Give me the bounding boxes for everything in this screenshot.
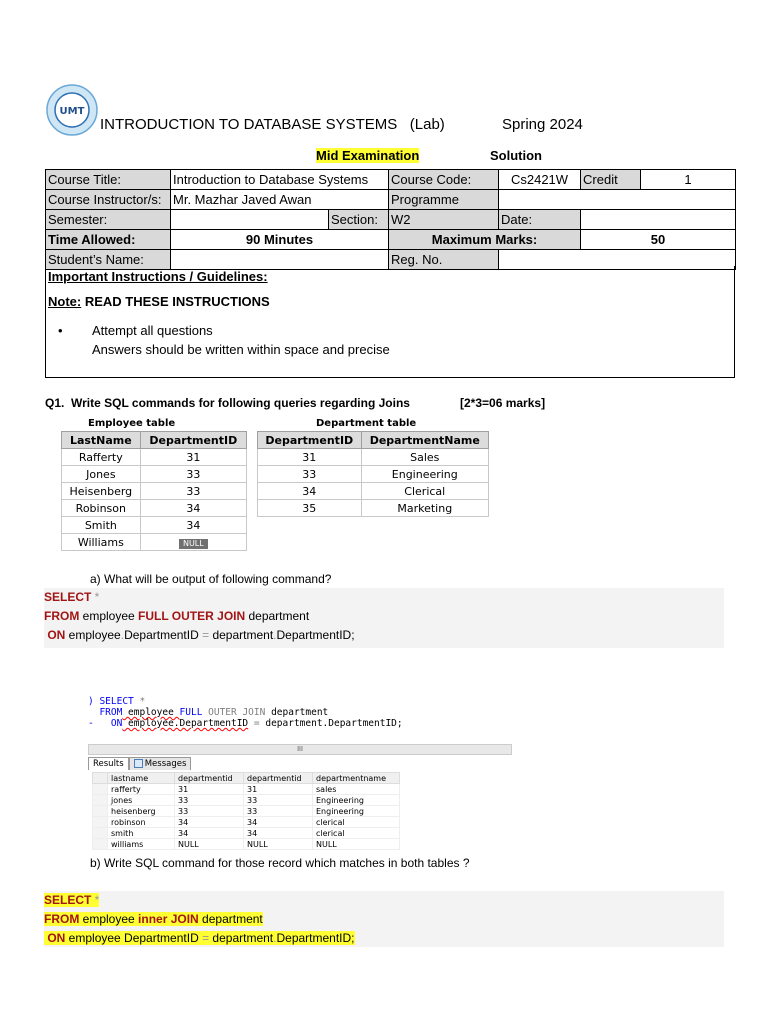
sql-line bbox=[88, 696, 403, 707]
question-1-marks: [2*3=06 marks] bbox=[460, 396, 546, 410]
table-cell: 34 bbox=[258, 483, 362, 500]
date-label: Date: bbox=[499, 210, 581, 230]
table-cell[interactable]: 34 bbox=[175, 828, 244, 839]
employee-table bbox=[61, 431, 247, 551]
table-row bbox=[62, 534, 247, 551]
table-cell: Clerical bbox=[361, 483, 488, 500]
instructions-note bbox=[48, 294, 270, 309]
sql-keyword: FULL OUTER JOIN bbox=[138, 609, 246, 623]
sql-text: DepartmentID bbox=[124, 628, 203, 642]
max-marks-label: Maximum Marks: bbox=[389, 230, 581, 250]
course-code-value: Cs2421W bbox=[499, 170, 581, 190]
sql-keyword: FROM bbox=[44, 912, 80, 926]
table-cell: Williams bbox=[62, 534, 141, 551]
sql-line bbox=[44, 891, 724, 910]
sql-line bbox=[88, 718, 403, 729]
table-cell[interactable]: 31 bbox=[244, 784, 313, 795]
instructions-title: Important Instructions / Guidelines: bbox=[48, 269, 268, 284]
note-prefix: Note: bbox=[48, 294, 82, 309]
sql-text: employee bbox=[79, 912, 139, 926]
solution-label: Solution bbox=[490, 148, 542, 163]
sql-line bbox=[44, 626, 724, 645]
row-header bbox=[93, 828, 108, 839]
results-col-header: departmentid bbox=[175, 773, 244, 784]
table-row[interactable] bbox=[93, 795, 400, 806]
max-marks-value: 50 bbox=[581, 230, 736, 250]
sql-operator: . bbox=[120, 628, 125, 642]
table-row bbox=[258, 449, 489, 466]
table-row bbox=[258, 466, 489, 483]
section-value: W2 bbox=[389, 210, 499, 230]
table-cell[interactable]: robinson bbox=[108, 817, 175, 828]
table-cell: 34 bbox=[140, 500, 246, 517]
table-cell: Engineering bbox=[361, 466, 488, 483]
table-row bbox=[62, 449, 247, 466]
table-row[interactable] bbox=[93, 839, 400, 850]
sql-text: department bbox=[209, 628, 274, 642]
table-cell[interactable]: jones bbox=[108, 795, 175, 806]
sql-operator: = bbox=[248, 718, 266, 729]
university-logo bbox=[46, 84, 98, 136]
table-cell[interactable]: clerical bbox=[313, 817, 400, 828]
table-cell: Smith bbox=[62, 517, 141, 534]
sql-text: employee.DepartmentID bbox=[122, 718, 249, 729]
part-a-question: a) What will be output of following command? bbox=[90, 572, 332, 586]
table-row[interactable] bbox=[93, 784, 400, 795]
query-result-screenshot bbox=[88, 696, 513, 856]
course-info-table bbox=[45, 169, 736, 270]
sql-text: employee bbox=[122, 707, 180, 718]
sql-keyword: ON bbox=[47, 931, 66, 945]
instructor-label: Course Instructor/s: bbox=[46, 190, 171, 210]
sql-keyword: ) SELECT bbox=[88, 696, 134, 707]
table-row bbox=[258, 483, 489, 500]
employee-table-caption: Employee table bbox=[88, 418, 176, 429]
sql-keyword: FULL bbox=[179, 707, 203, 718]
sql-line bbox=[44, 910, 724, 929]
scrollbar-grip[interactable]: III bbox=[297, 746, 303, 753]
sql-keyword: FROM bbox=[44, 609, 80, 623]
course-code-label: Course Code: bbox=[389, 170, 499, 190]
sql-text: employee bbox=[79, 609, 139, 623]
results-col-header: departmentname bbox=[313, 773, 400, 784]
table-cell: 34 bbox=[140, 517, 246, 534]
time-allowed-label: Time Allowed: bbox=[46, 230, 171, 250]
table-cell: 31 bbox=[140, 449, 246, 466]
results-col-header: lastname bbox=[108, 773, 175, 784]
table-cell[interactable]: Engineering bbox=[313, 795, 400, 806]
table-row[interactable] bbox=[93, 817, 400, 828]
sql-highlight bbox=[44, 931, 355, 945]
table-cell[interactable]: heisenberg bbox=[108, 806, 175, 817]
semester-value bbox=[171, 210, 329, 230]
table-cell[interactable]: 31 bbox=[175, 784, 244, 795]
sql-text: department bbox=[265, 707, 329, 718]
table-cell[interactable]: clerical bbox=[313, 828, 400, 839]
instructions-box bbox=[45, 266, 735, 378]
semester-label: Spring 2024 bbox=[502, 116, 583, 133]
table-cell[interactable]: 33 bbox=[175, 806, 244, 817]
table-row bbox=[62, 517, 247, 534]
course-title-value: Introduction to Database Systems bbox=[171, 170, 389, 190]
sql-line bbox=[88, 707, 403, 718]
sql-operator: . bbox=[273, 628, 277, 642]
row-header bbox=[93, 817, 108, 828]
table-cell[interactable]: smith bbox=[108, 828, 175, 839]
table-cell: Robinson bbox=[62, 500, 141, 517]
question-1: Q1. Write SQL commands for following queries regarding Joins bbox=[45, 396, 410, 410]
department-col-header: DepartmentName bbox=[361, 432, 488, 449]
table-cell: Rafferty bbox=[62, 449, 141, 466]
sql-text: DepartmentID; bbox=[276, 931, 355, 945]
sql-keyword: OUTER JOIN bbox=[202, 707, 266, 718]
bullet-icon: • bbox=[58, 323, 63, 338]
sql-text: employee bbox=[65, 628, 121, 642]
note-text: READ THESE INSTRUCTIONS bbox=[81, 294, 270, 309]
sql-keyword: SELECT bbox=[44, 893, 92, 907]
sql-text: department bbox=[245, 609, 310, 623]
department-table bbox=[257, 431, 489, 517]
table-cell[interactable]: rafferty bbox=[108, 784, 175, 795]
horizontal-scrollbar[interactable] bbox=[88, 744, 512, 755]
department-table-caption: Department table bbox=[316, 418, 417, 429]
sql-line bbox=[44, 929, 724, 948]
table-cell: 33 bbox=[140, 466, 246, 483]
instructor-value: Mr. Mazhar Javed Awan bbox=[171, 190, 389, 210]
sql-text: department bbox=[198, 912, 263, 926]
sql-line bbox=[44, 588, 724, 607]
table-cell: Heisenberg bbox=[62, 483, 141, 500]
programme-value bbox=[499, 190, 736, 210]
sql-keyword: ON bbox=[47, 628, 66, 642]
table-row[interactable] bbox=[93, 828, 400, 839]
sql-text: department bbox=[209, 931, 274, 945]
results-grid bbox=[92, 772, 400, 850]
sql-keyword: FROM bbox=[88, 707, 123, 718]
table-cell[interactable]: NULL bbox=[244, 839, 313, 850]
tab-messages[interactable] bbox=[129, 757, 192, 770]
table-cell[interactable]: 34 bbox=[244, 828, 313, 839]
row-header-corner bbox=[93, 773, 108, 784]
credit-value: 1 bbox=[641, 170, 736, 190]
results-tabs bbox=[88, 757, 191, 770]
sql-keyword: - ON bbox=[88, 718, 123, 729]
employee-col-header: LastName bbox=[62, 432, 141, 449]
programme-label: Programme bbox=[389, 190, 499, 210]
exam-type: Mid Examination bbox=[316, 148, 420, 163]
table-cell[interactable]: williams bbox=[108, 839, 175, 850]
table-row bbox=[258, 500, 489, 517]
table-cell[interactable]: 34 bbox=[244, 817, 313, 828]
course-header-title: INTRODUCTION TO DATABASE SYSTEMS (Lab) bbox=[100, 116, 445, 133]
part-b-sql bbox=[44, 891, 724, 947]
employee-col-header: DepartmentID bbox=[140, 432, 246, 449]
table-row bbox=[62, 483, 247, 500]
tab-results[interactable]: Results bbox=[88, 757, 129, 770]
table-cell: 31 bbox=[258, 449, 362, 466]
table-cell[interactable]: Engineering bbox=[313, 806, 400, 817]
table-cell bbox=[140, 534, 246, 551]
sql-keyword: inner JOIN bbox=[138, 912, 199, 926]
sql-operator: = bbox=[202, 628, 210, 642]
null-badge: NULL bbox=[179, 539, 208, 549]
sql-line bbox=[44, 607, 724, 626]
instruction-line-1: Attempt all questions bbox=[92, 323, 213, 338]
sql-highlight bbox=[44, 893, 99, 907]
table-cell: Marketing bbox=[361, 500, 488, 517]
sql-text: department.DepartmentID; bbox=[265, 718, 403, 729]
sql-text: DepartmentID; bbox=[276, 628, 355, 642]
sql-operator: . bbox=[273, 931, 277, 945]
part-a-sql bbox=[44, 588, 724, 648]
table-cell[interactable]: NULL bbox=[175, 839, 244, 850]
sql-highlight bbox=[44, 912, 263, 926]
row-header bbox=[93, 839, 108, 850]
semester-row-label: Semester: bbox=[46, 210, 171, 230]
table-row bbox=[62, 500, 247, 517]
tab-messages-label: Messages bbox=[144, 759, 187, 769]
table-row bbox=[62, 466, 247, 483]
svg-text:UMT: UMT bbox=[59, 106, 85, 117]
results-col-header: departmentid bbox=[244, 773, 313, 784]
table-cell[interactable]: 33 bbox=[244, 806, 313, 817]
course-title-label: Course Title: bbox=[46, 170, 171, 190]
date-value bbox=[581, 210, 736, 230]
table-row[interactable] bbox=[93, 806, 400, 817]
sql-operator: * bbox=[91, 590, 100, 604]
table-cell[interactable]: 33 bbox=[244, 795, 313, 806]
sql-operator: * bbox=[91, 893, 100, 907]
sql-operator: = bbox=[202, 931, 210, 945]
sql-text: employee DepartmentID bbox=[65, 931, 203, 945]
table-cell[interactable]: sales bbox=[313, 784, 400, 795]
table-cell: 35 bbox=[258, 500, 362, 517]
sql-keyword: SELECT bbox=[44, 590, 92, 604]
row-header bbox=[93, 784, 108, 795]
instruction-line-2: Answers should be written within space and precise bbox=[92, 342, 390, 357]
time-allowed-value: 90 Minutes bbox=[171, 230, 389, 250]
table-cell[interactable]: 33 bbox=[175, 795, 244, 806]
department-col-header: DepartmentID bbox=[258, 432, 362, 449]
section-label: Section: bbox=[329, 210, 389, 230]
row-header bbox=[93, 806, 108, 817]
row-header bbox=[93, 795, 108, 806]
student-name-label: Student’s Name: bbox=[46, 250, 171, 270]
sql-operator: * bbox=[133, 696, 146, 707]
table-cell: Jones bbox=[62, 466, 141, 483]
part-b-question: b) Write SQL command for those record which matches in both tables ? bbox=[90, 856, 470, 870]
table-cell[interactable]: NULL bbox=[313, 839, 400, 850]
table-cell: Sales bbox=[361, 449, 488, 466]
screenshot-sql bbox=[88, 696, 403, 729]
credit-label: Credit bbox=[581, 170, 641, 190]
table-cell: 33 bbox=[258, 466, 362, 483]
table-cell: 33 bbox=[140, 483, 246, 500]
messages-icon bbox=[134, 759, 143, 768]
table-cell[interactable]: 34 bbox=[175, 817, 244, 828]
reg-no-label: Reg. No. bbox=[389, 250, 499, 270]
